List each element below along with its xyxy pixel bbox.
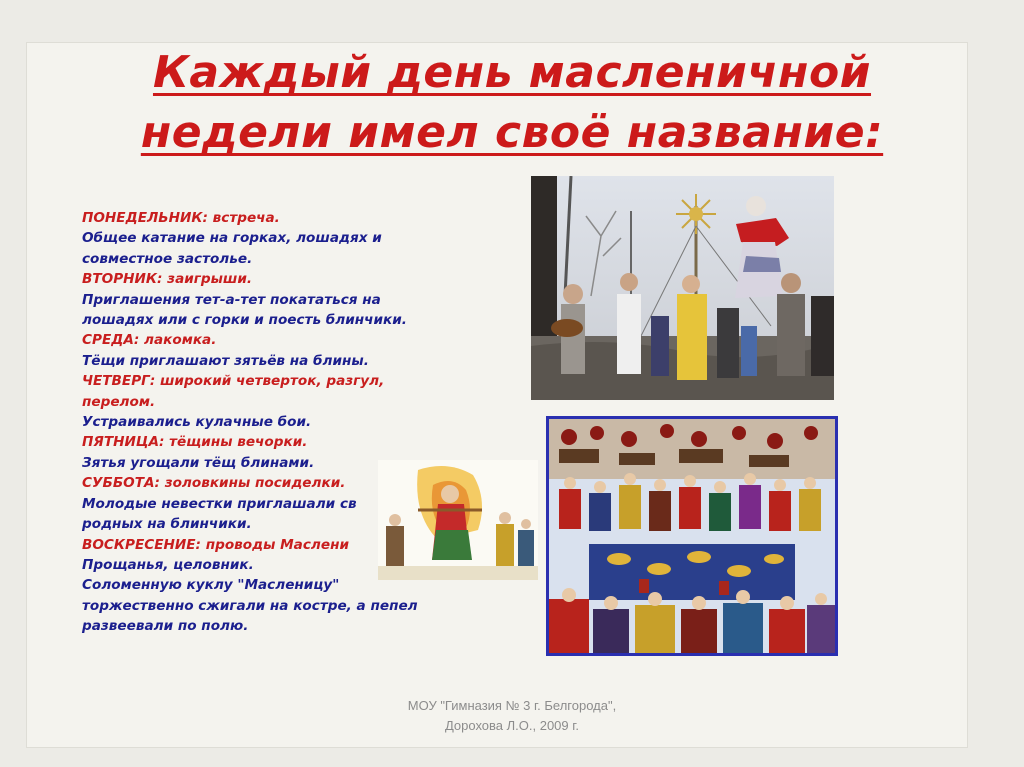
day-wednesday-text-1: Тёщи приглашают зятьёв на блины.	[82, 352, 369, 369]
day-thursday-heading-2: перелом.	[82, 393, 156, 410]
illustration-burning-effigy-drawing	[378, 460, 538, 580]
day-saturday-heading: СУББОТА: золовкины посиделки.	[82, 475, 346, 492]
day-monday-text-2: совместное застолье.	[82, 250, 253, 267]
illustration-burning-effigy	[378, 460, 538, 580]
day-tuesday-text-1: Приглашения тет-а-тет покататься на	[82, 291, 381, 308]
day-tuesday-heading: ВТОРНИК: заигрыши.	[82, 271, 253, 288]
day-monday-text-1: Общее катание на горках, лошадях и	[82, 230, 382, 247]
day-sunday-text-2: Соломенную куклу "Масленицу"	[82, 577, 340, 594]
credit-line-2: Дорохова Л.О., 2009 г.	[444, 718, 580, 733]
day-thursday-heading: ЧЕТВЕРГ: широкий четверток, разгул,	[82, 373, 385, 390]
day-tuesday-text-2: лошадях или с горки и поесть блинчики.	[82, 312, 407, 329]
photo-festival-effigy-drawing	[531, 176, 834, 400]
painting-maslenitsa-feast-drawing	[549, 419, 835, 653]
day-saturday-text-1: Молодые невестки приглашали св	[82, 495, 357, 512]
slide-title-line-2: недели имел своё название:	[140, 107, 884, 158]
day-monday-heading: ПОНЕДЕЛЬНИК: встреча.	[82, 210, 280, 226]
credit-line-1: МОУ "Гимназия № 3 г. Белгорода",	[407, 698, 617, 713]
photo-festival-effigy	[531, 176, 834, 400]
day-sunday-text-1: Прощанья, целовник.	[82, 556, 254, 573]
day-wednesday-heading: СРЕДА: лакомка.	[82, 332, 217, 349]
day-sunday-heading: ВОСКРЕСЕНИЕ: проводы Маслени	[82, 536, 349, 553]
day-sunday-text-3: торжественно сжигали на костре, а пепел	[82, 597, 418, 614]
day-sunday-text-4: развеевали по полю.	[82, 618, 249, 635]
slide-title-line-1: Каждый день масленичной	[152, 47, 872, 98]
day-saturday-text-2: родных на блинчики.	[82, 516, 252, 533]
day-thursday-text-1: Устраивались кулачные бои.	[82, 414, 312, 431]
day-friday-text-1: Зятья угощали тёщ блинами.	[82, 454, 315, 471]
painting-maslenitsa-feast	[546, 416, 838, 656]
day-friday-heading: ПЯТНИЦА: тёщины вечорки.	[82, 434, 308, 451]
